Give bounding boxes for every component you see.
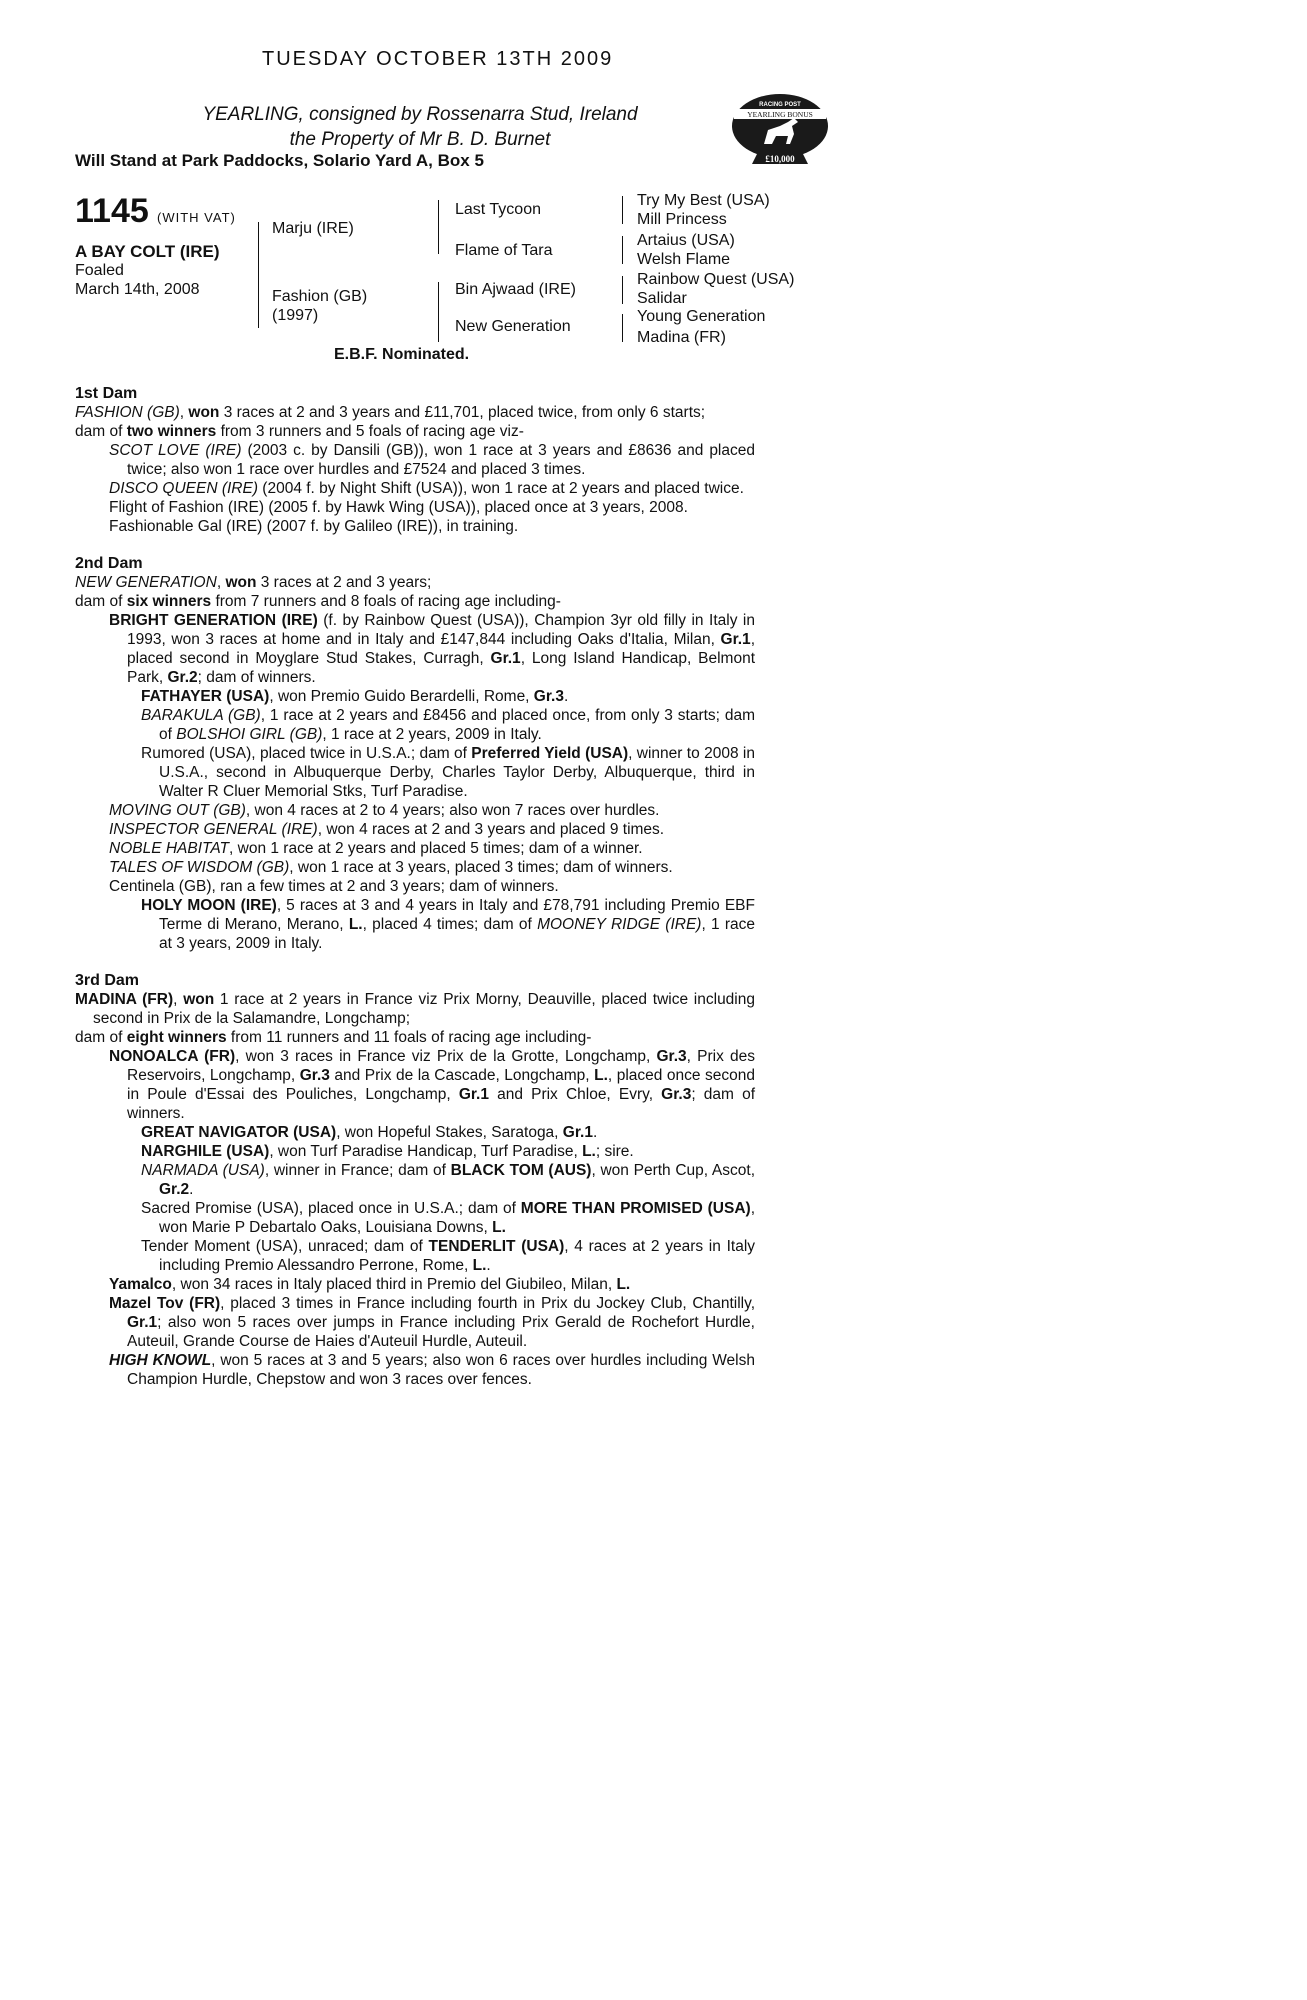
produce-entry <box>75 611 755 687</box>
horse-name: NARMADA (USA) <box>141 1162 265 1179</box>
entry-text: from 7 runners and 8 foals of racing age including- <box>211 593 561 610</box>
entry-text: , won 1 race at 3 years, placed 3 times; dam of winners. <box>289 859 673 876</box>
grade: Gr.1 <box>490 650 521 667</box>
entry-text: ; dam of winners. <box>197 669 316 686</box>
horse-name: NOBLE HABITAT <box>109 840 230 857</box>
entry-text: dam of <box>75 593 127 610</box>
entry-text: (f. by Rainbow Quest (USA)), Champion 3yr old filly in Italy in 1993, won 3 races at home and in Italy and £147,844 including Oaks d'Italia, Milan, <box>127 612 756 648</box>
entry-text: , winner in France; dam of <box>264 1162 451 1179</box>
horse-name: BLACK TOM (AUS) <box>450 1162 592 1179</box>
grandparent: Mill Princess <box>637 211 727 228</box>
horse-name: MOONEY RIDGE (IRE) <box>537 916 702 933</box>
section-heading: 1st Dam <box>75 385 138 402</box>
entry-text: and Prix Chloe, Evry, <box>488 1086 662 1103</box>
won-label: won <box>188 404 220 421</box>
entry-text: , won 3 races in France viz Prix de la Grotte, Longchamp, <box>235 1048 657 1065</box>
horse-name: TENDERLIT (USA) <box>428 1238 565 1255</box>
grandparent: Try My Best (USA) <box>637 192 770 209</box>
produce-entry <box>75 1351 755 1389</box>
produce-entry <box>75 706 755 744</box>
entry-text: , won Premio Guido Berardelli, Rome, <box>269 688 534 705</box>
entry-text: , 1 race at 3 years, 2009 in Italy. <box>159 916 756 952</box>
grade: Gr.1 <box>458 1086 489 1103</box>
produce-summary <box>75 592 755 611</box>
entry-text: . <box>592 1124 598 1141</box>
grade: L. <box>348 916 363 933</box>
produce-summary <box>75 422 755 441</box>
entry-text: , 4 races at 2 years in Italy including Premio Alessandro Perrone, Rome, <box>159 1238 756 1274</box>
sire-dam: Flame of Tara <box>455 242 553 259</box>
produce-entry <box>75 1161 755 1199</box>
horse-name: MOVING OUT (GB) <box>109 802 246 819</box>
entry-text: 1 race at 2 years in France viz Prix Morny, Deauville, placed twice including second in Prix de la Salamandre, Longchamp; <box>93 991 755 1027</box>
entry-text: , Prix des Reservoirs, Longchamp, <box>127 1048 755 1084</box>
pedigree-brace <box>622 196 623 224</box>
grandparent: Welsh Flame <box>637 251 731 268</box>
entry-text: , placed once second in Poule d'Essai des Pouliches, Longchamp, <box>127 1067 755 1103</box>
horse-name: SCOT LOVE (IRE) <box>109 442 242 459</box>
winners-count: eight winners <box>126 1029 227 1046</box>
horse-name: BARAKULA (GB) <box>141 707 261 724</box>
dam-year: (1997) <box>272 307 319 324</box>
horse-name: MADINA (FR) <box>75 991 174 1008</box>
grade: Gr.1 <box>720 631 751 648</box>
horse-name: HIGH KNOWL <box>109 1352 212 1369</box>
badge-amount: £10,000 <box>765 154 795 164</box>
winners-count: two winners <box>126 423 217 440</box>
vat-note: (WITH VAT) <box>157 210 236 225</box>
produce-entry <box>75 441 755 479</box>
grade: L. <box>582 1143 596 1160</box>
entry-text: , won Marie P Debartalo Oaks, Louisiana Downs, <box>159 1200 755 1236</box>
horse-name: Preferred Yield (USA) <box>471 745 629 762</box>
produce-entry <box>75 744 755 801</box>
entry-text: from 11 runners and 11 foals of racing age including- <box>226 1029 592 1046</box>
entry-text: from 3 runners and 5 foals of racing age viz- <box>216 423 524 440</box>
produce-entry <box>75 1142 755 1161</box>
entry-text: Tender Moment (USA), unraced; dam of <box>141 1238 429 1255</box>
entry-text: ; also won 5 races over jumps in France including Prix Gerald de Rochefort Hurdle, Auteuil, Grande Course de Haies d'Auteuil Hurdle, Auteuil. <box>127 1314 755 1350</box>
pedigree-brace <box>438 200 439 254</box>
produce-entry: Flight of Fashion (IRE) (2005 f. by Hawk Wing (USA)), placed once at 3 years, 2008. <box>109 499 688 516</box>
grade: L. <box>492 1219 506 1236</box>
ebf-note: E.B.F. Nominated. <box>334 346 470 363</box>
entry-text: , won Hopeful Stakes, Saratoga, <box>336 1124 563 1141</box>
produce-summary <box>75 1028 755 1047</box>
produce-entry <box>75 687 755 706</box>
grandparent: Madina (FR) <box>637 329 726 346</box>
grade: Gr.3 <box>661 1086 692 1103</box>
dam: Fashion (GB) <box>272 288 368 305</box>
grade: Gr.1 <box>127 1314 158 1331</box>
won-label: won <box>225 574 257 591</box>
entry-text: , placed 4 times; dam of <box>362 916 538 933</box>
horse-name: Yamalco <box>109 1276 172 1293</box>
section-heading: 3rd Dam <box>75 972 140 989</box>
entry-text: dam of <box>75 423 127 440</box>
horse-name: NEW GENERATION <box>75 574 217 591</box>
won-label: won <box>183 991 215 1008</box>
entry-text: , winner to 2008 in U.S.A., second in Albuquerque Derby, Charles Taylor Derby, Albuquerque, third in Walter R Cluer Memorial Stks, Turf Paradise. <box>159 745 755 800</box>
horse-name: NARGHILE (USA) <box>141 1143 270 1160</box>
catalogue-text <box>75 384 755 1389</box>
entry-text: , won 1 race at 2 years and placed 5 times; dam of a winner. <box>229 840 643 857</box>
entry-text: (2003 c. by Dansili (GB)), won 1 race at 3 years and £8636 and placed twice; also won 1 race over hurdles and £7524 and placed 3 times. <box>127 442 755 478</box>
entry-text: 3 races at 2 and 3 years; <box>256 574 432 591</box>
pedigree-brace <box>438 282 439 342</box>
produce-entry: Fashionable Gal (IRE) (2007 f. by Galileo (IRE)), in training. <box>109 518 519 535</box>
pedigree-brace <box>622 276 623 304</box>
entry-text: , placed second in Moyglare Stud Stakes, Curragh, <box>127 631 755 667</box>
produce-entry <box>75 1123 755 1142</box>
produce-entry <box>75 1294 755 1351</box>
entry-text: , placed 3 times in France including fourth in Prix du Jockey Club, Chantilly, <box>220 1295 755 1312</box>
horse-name: TALES OF WISDOM (GB) <box>109 859 290 876</box>
grade: Gr.1 <box>562 1124 593 1141</box>
produce-entry <box>75 801 755 820</box>
entry-text: , 1 race at 2 years, 2009 in Italy. <box>322 726 542 743</box>
dam-entry: MADINA (FR), won 1 race at 2 years in France viz Prix Morny, Deauville, placed twice including second in Prix de la Salamandre, Longchamp; <box>75 991 755 1027</box>
produce-entry <box>75 820 755 839</box>
horse-name: NONOALCA (FR) <box>109 1048 236 1065</box>
badge-graphic <box>728 92 832 168</box>
consignment-info <box>140 102 700 152</box>
grade: Gr.3 <box>656 1048 687 1065</box>
lot-name: A BAY COLT (IRE) <box>75 242 220 261</box>
grade: Gr.2 <box>159 1181 190 1198</box>
stabling-location: Will Stand at Park Paddocks, Solario Yard A, Box 5 <box>75 151 484 170</box>
lot-number: 1145 <box>75 192 149 230</box>
entry-text: . <box>563 688 569 705</box>
grade: L. <box>472 1257 487 1274</box>
produce-entry <box>75 858 755 877</box>
yearling-bonus-badge <box>728 92 832 168</box>
entry-text: , won 34 races in Italy placed third in Premio del Giubileo, Milan, <box>171 1276 617 1293</box>
entry-text: Rumored (USA), placed twice in U.S.A.; dam of <box>141 745 472 762</box>
pedigree-brace <box>622 236 623 264</box>
dam-dam: New Generation <box>455 318 571 335</box>
entry-text: 3 races at 2 and 3 years and £11,701, placed twice, from only 6 starts; <box>219 404 706 421</box>
entry-text: ; dam of winners. <box>127 1086 755 1122</box>
pedigree-brace <box>258 222 259 328</box>
produce-entry <box>75 1237 755 1275</box>
horse-name: BRIGHT GENERATION (IRE) <box>109 612 318 629</box>
dam-sire: Bin Ajwaad (IRE) <box>455 281 576 298</box>
dam-entry: NEW GENERATION, won 3 races at 2 and 3 years; <box>75 574 432 591</box>
entry-text: , won 5 races at 3 and 5 years; also won 6 races over hurdles including Welsh Champion Hurdle, Chepstow and won 3 races over fences. <box>127 1352 755 1388</box>
entry-text: , 5 races at 3 and 4 years in Italy and £78,791 including Premio EBF Terme di Merano, Merano, <box>159 897 755 933</box>
horse-name: HOLY MOON (IRE) <box>141 897 277 914</box>
horse-name: GREAT NAVIGATOR (USA) <box>141 1124 337 1141</box>
horse-name: BOLSHOI GIRL (GB) <box>176 726 323 743</box>
produce-entry <box>75 1047 755 1123</box>
produce-entry: Centinela (GB), ran a few times at 2 and 3 years; dam of winners. <box>109 878 559 895</box>
horse-name: DISCO QUEEN (IRE) <box>109 480 258 497</box>
entry-text: ; sire. <box>595 1143 634 1160</box>
consignor-line: YEARLING, consigned by Rossenarra Stud, Ireland <box>202 104 638 125</box>
sire: Marju (IRE) <box>272 220 354 237</box>
entry-text: . <box>189 1181 194 1198</box>
horse-name: FASHION (GB) <box>75 404 180 421</box>
horse-name: FATHAYER (USA) <box>141 688 270 705</box>
section-heading: 2nd Dam <box>75 555 143 572</box>
horse-name: MORE THAN PROMISED (USA) <box>520 1200 751 1217</box>
entry-text: . <box>486 1257 491 1274</box>
badge-top-text: RACING POST <box>759 102 801 108</box>
grade: Gr.3 <box>299 1067 330 1084</box>
horse-name: INSPECTOR GENERAL (IRE) <box>109 821 318 838</box>
pedigree-brace <box>622 314 623 342</box>
sale-date: TUESDAY OCTOBER 13TH 2009 <box>262 48 614 70</box>
entry-text: dam of <box>75 1029 127 1046</box>
grade: L. <box>594 1067 608 1084</box>
grade: L. <box>616 1276 631 1293</box>
grandparent: Rainbow Quest (USA) <box>637 271 795 288</box>
entry-text: , won Turf Paradise Handicap, Turf Paradise, <box>269 1143 583 1160</box>
grade: Gr.3 <box>533 688 564 705</box>
entry-text: , 1 race at 2 years and £8456 and placed once, from only 3 starts; dam of <box>159 707 756 743</box>
badge-middle-text: YEARLING BONUS <box>747 110 813 119</box>
grandparent: Artaius (USA) <box>637 232 735 249</box>
horse-name: Mazel Tov (FR) <box>109 1295 221 1312</box>
produce-entry <box>75 1199 755 1237</box>
entry-text: (2004 f. by Night Shift (USA)), won 1 race at 2 years and placed twice. <box>257 480 744 497</box>
grandparent: Salidar <box>637 290 687 307</box>
winners-count: six winners <box>126 593 212 610</box>
entry-text: , won 4 races at 2 to 4 years; also won 7 races over hurdles. <box>245 802 660 819</box>
entry-text: , won 4 races at 2 and 3 years and placed 9 times. <box>317 821 665 838</box>
entry-text: and Prix de la Cascade, Longchamp, <box>329 1067 595 1084</box>
entry-text: , won Perth Cup, Ascot, <box>591 1162 755 1179</box>
foaled-date: March 14th, 2008 <box>75 281 200 298</box>
grandparent: Young Generation <box>637 308 766 325</box>
produce-entry <box>75 896 755 953</box>
foaled-info <box>75 261 255 299</box>
entry-text: Sacred Promise (USA), placed once in U.S.A.; dam of <box>141 1200 521 1217</box>
dam-entry: FASHION (GB), won 3 races at 2 and 3 years and £11,701, placed twice, from only 6 starts; <box>75 404 706 421</box>
grade: Gr.2 <box>167 669 198 686</box>
produce-entry <box>75 479 755 498</box>
sire-sire: Last Tycoon <box>455 201 541 218</box>
property-line: the Property of Mr B. D. Burnet <box>289 129 551 150</box>
produce-entry <box>75 839 755 858</box>
foaled-label: Foaled <box>75 262 124 279</box>
produce-entry <box>75 1275 755 1294</box>
entry-text: , Long Island Handicap, Belmont Park, <box>127 650 756 686</box>
